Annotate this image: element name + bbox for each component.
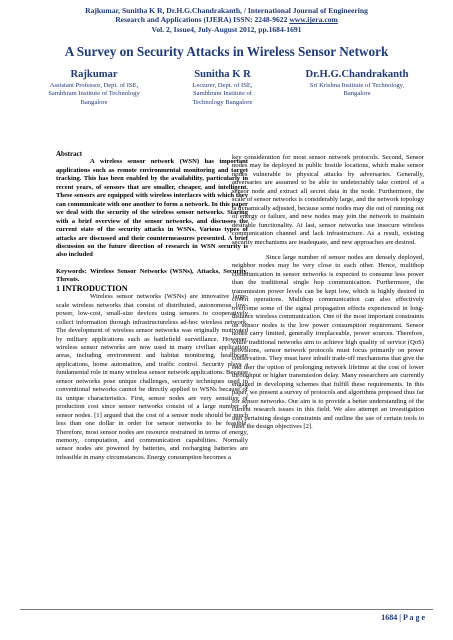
author-affiliation: Lecturer, Dept. of ISE, xyxy=(192,82,253,89)
journal-header-line3: Vol. 2, Issue4, July-August 2012, pp.1684-1691 xyxy=(151,24,302,34)
journal-header xyxy=(20,6,433,34)
page-number: 1684 | P a g e xyxy=(381,613,425,622)
author-affiliation: Sambhram Institute of xyxy=(193,90,252,98)
author-affiliation: Sambhram Institute of Technology xyxy=(48,90,140,98)
footer-rule xyxy=(20,609,433,610)
journal-issn: Research and Applications (IJERA) ISSN: 2248-9622 xyxy=(115,15,288,25)
author-name: Dr.H.G.Chandrakanth xyxy=(305,69,409,80)
body-paragraph: Since large number of sensor nodes are densely deployed, neighbor nodes may be very close to each other. Hence, multihop communication in sensor networks is expected to consume less power than the traditional single hop communication. Furthermore, the transmission power levels can be kept low, which is highly desired in covert operations. Multihop communication can also effectively overcome some of the signal propagation effects experienced in long-distance wireless communication. One of the most important constraints on sensor nodes is the low power consumption requirement. Sensor nodes carry limited, generally irreplaceable, power sources. Therefore, while traditional networks aim to achieve high quality of service (QoS) provisions, sensor network protocols must focus primarily on power conservation. They must have inbuilt trade-off mechanisms that give the end user the option of prolonging network lifetime at the cost of lower throughput or higher transmission delay. Many researchers are currently engaged in developing schemes that fulfill these requirements. In this paper, we present a survey of protocols and algorithms proposed thus far for sensor networks. Our aim is to provide a better understanding of the current research issues in this field. We also attempt an investigation into pertaining design constraints and outline the use of certain tools to meet the design objectives [2]. xyxy=(232,253,424,431)
left-column xyxy=(56,150,248,462)
author-name: Rajkumar xyxy=(70,69,118,80)
right-column xyxy=(232,154,424,432)
journal-header-line2 xyxy=(20,15,433,24)
author-affiliation: Bangalore xyxy=(343,90,371,98)
journal-url-link[interactable]: www.ijera.com xyxy=(289,15,338,25)
section-heading-introduction: 1 INTRODUCTION xyxy=(56,283,128,293)
author-affiliation: Sri Krishna Institute of Technology, xyxy=(309,82,405,89)
abstract-text: A wireless sensor network (WSN) has important applications such as remote environmental monitoring and target tracking. This has been enabled by the availability, particularly in recent years, of sensors that are smaller, cheaper, and intelligent. These sensors are equipped with wireless interfaces with which they can communicate with one another to form a network. In this paper we deal with the security of the wireless sensor networks. Staring with a brief overview of the sensor networks, and discusses the current state of the security attacks in WSNs. Various types of attacks are discussed and their countermeasures presented. A brief discussion on the future direction of research in WSN security is also included xyxy=(56,158,248,259)
author-3 xyxy=(287,68,427,107)
abstract-heading: Abstract xyxy=(56,150,83,158)
author-2 xyxy=(168,68,278,107)
body-paragraph: key consideration for most sensor network protocols. Second, Sensor nodes may be deployed in public hostile locations, which make sensor nodes vulnerable to physical attacks by adversaries. Generally, adversaries are assumed to be able to undetectably take control of a sensor node and extract all secret data in the node. Furthermore, the scale of sensor networks is considerably large, and the network topology is dynamically adjusted, because some nodes may die out of running out of energy or failure, and new nodes may join the network to maintain desirable functionality. At last, sensor networks use insecure wireless communication channel and lack infrastructure. As a result, existing security mechanisms are inadequate, and new approaches are desired. xyxy=(232,154,424,246)
author-name: Sunitha K R xyxy=(194,69,251,80)
author-affiliation: Bangalore xyxy=(80,98,108,106)
introduction-text: Wireless sensor networks (WSNs) are innovative large-scale wireless networks that consist of distributed, autonomous, low-power, low-cost, small-size devices using sensors to cooperatively collect information through infrastructureless ad-hoc wireless network. The development of wireless sensor networks was originally motivated by military applications such as battlefield surveillance. However, wireless sensor networks are now used in many civilian application areas, including environment and habitat monitoring, healthcare applications, home automation, and traffic control. Security plays a fundamental role in many wireless sensor network applications. Because sensor networks pose unique challenges, security techniques used in conventional networks cannot be directly applied to WSNs because of its unique characteristics. First, sensor nodes are very sensitive of production cost since sensor networks consist of a large number of sensor nodes. [1] argued that the cost of a sensor node should be much less than one dollar in order for sensor networks to be feasible. Therefore, most sensor nodes are resource restrained in terms of energy, memory, computation, and communication capabilities. Normally sensor nodes are powered by batteries, and recharging batteries are infeasible in many circumstances. Energy consumption becomes a xyxy=(56,293,248,461)
author-affiliation: Technology Bangalore xyxy=(192,98,253,106)
keywords: Keywords: Wireless Sensor Networks (WSNs), Attacks, Security, Threats. xyxy=(56,267,248,284)
author-1 xyxy=(30,68,158,107)
paper-title: A Survey on Security Attacks in Wireless Sensor Network xyxy=(64,44,389,59)
author-affiliation: Assistant Professor, Dept. of ISE, xyxy=(49,82,139,89)
author-block xyxy=(30,68,427,107)
journal-header-line1: Rajkumar, Sunitha K R, Dr.H.G.Chandrakanth, / International Journal of Engineering xyxy=(85,6,368,15)
